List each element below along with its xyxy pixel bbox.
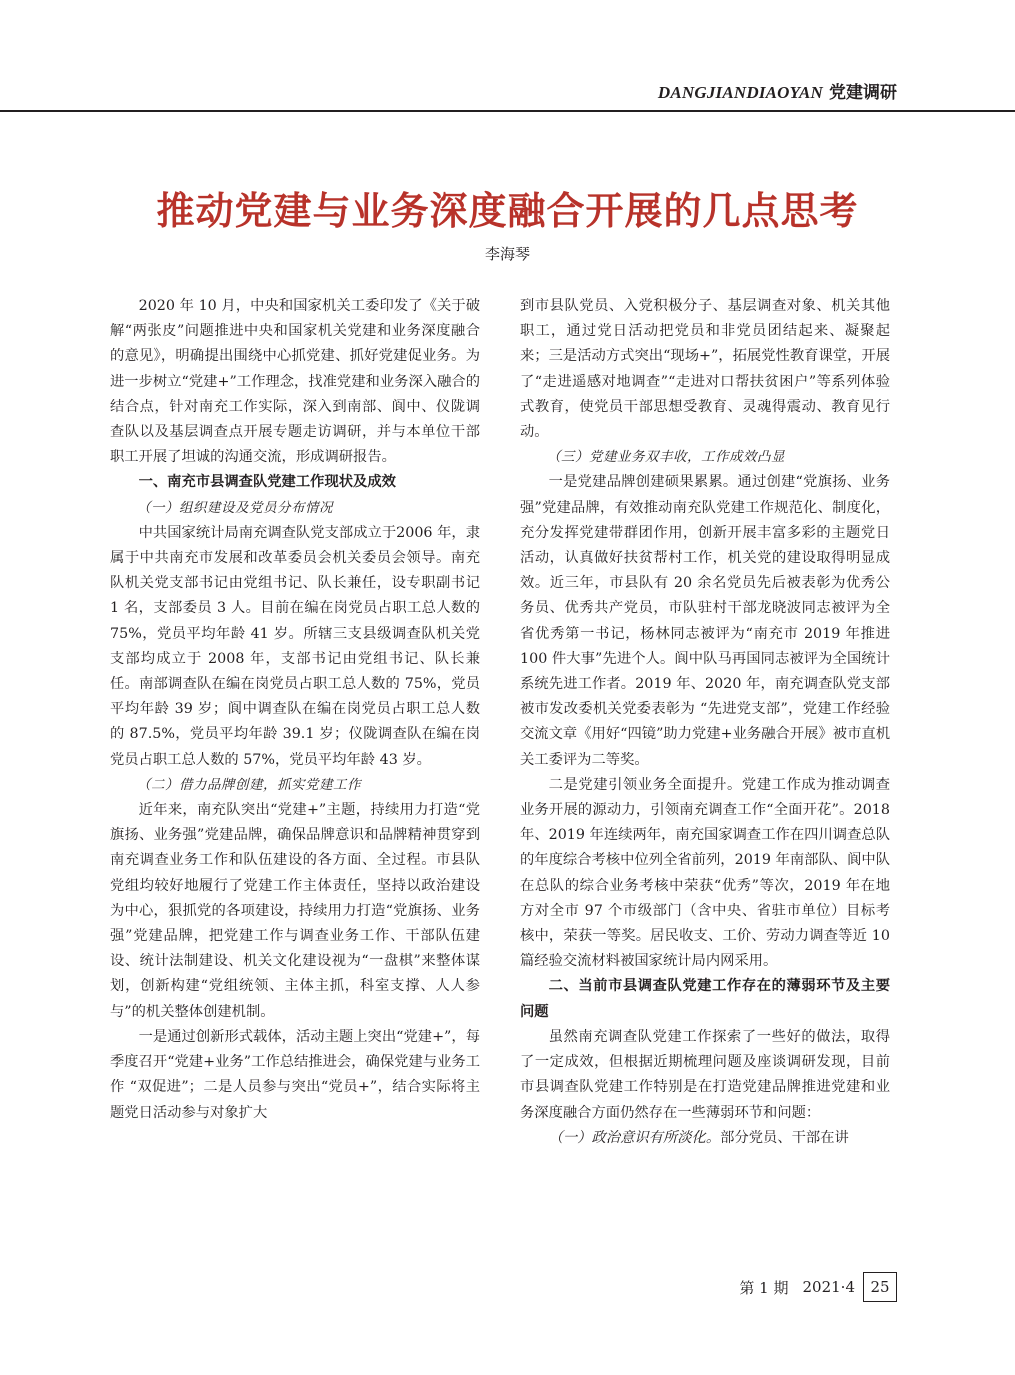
article-author: 李海琴 <box>484 245 530 263</box>
paragraph: 近年来，南充队突出“党建+”主题，持续用力打造“党旗扬、业务强”党建品牌，确保品牌意识和品牌精神贯穿到南充调查业务工作和队伍建设的各方面、全过程。市县队党组均较好地履行了党建工作主体责任，坚持以政治建设为中心，狠抓党的各项建设，持续用力打造“党旗扬、业务强”党建品牌，把党建工作与调查业务工作、干部队伍建设、统计法制建设、机关文化建设视为“一盘棋”来整体谋划，创新构建“党组统领、主体主抓，科室支撑、人人参与”的机关整体创建机制。 <box>110 802 480 1020</box>
paragraph: 二是党建引领业务全面提升。党建工作成为推动调查业务开展的源动力，引领南充调查工作“全面开花”。2018 年、2019 年连续两年，南充国家调查工作在四川调查总队的年度综合考核中位列全省前列，2019 年南部队、阆中队在总队的综合业务考核中荣获“优秀”等次，2019 年在地方对全市 97 个市级部门（含中央、省驻市单位）目标考核中，荣获一等奖。居民收支、工价、劳动力调查等近 10 篇经验交流材料被国家统计局内网采用。 <box>520 776 890 970</box>
subsection-heading: （三）党建业务双丰收，工作成效凸显 <box>547 449 785 466</box>
header-latin: DANGJIANDIAOYAN <box>657 83 823 102</box>
paragraph-lead: （一）政治意识有所淡化。 <box>548 1129 721 1146</box>
section-heading: 二、当前市县调查队党建工作存在的薄弱环节及主要问题 <box>520 978 890 1020</box>
issue-number: 第 1 期 <box>739 1278 789 1297</box>
page-footer <box>739 1272 897 1302</box>
running-header <box>0 78 897 108</box>
article-title: 推动党建与业务深度融合开展的几点思考 <box>156 189 859 233</box>
header-rule <box>0 110 1015 112</box>
paragraph: 到市县队党员、入党积极分子、基层调查对象、机关其他职工，通过党日活动把党员和非党员团结起来、凝聚起来；三是活动方式突出“现场+”，拓展党性教育课堂，开展了“走进遥感对地调查”“走进对口帮扶贫困户”等系列体验式教育，使党员干部思想受教育、灵魂得震动、教育见行动。 <box>520 298 890 441</box>
section-heading: 一、南充市县调查队党建工作现状及成效 <box>138 474 396 491</box>
paragraph: 一是通过创新形式载体，活动主题上突出“党建+”，每季度召开“党建+业务”工作总结推进会，确保党建与业务工作 “双促进”；二是人员参与突出“党员+”，结合实际将主题党日活动参与对象扩大 <box>110 1028 480 1121</box>
paragraph: 中共国家统计局南充调查队党支部成立于2006 年，隶属于中共南充市发展和改革委员会机关委员会领导。南充队机关党支部书记由党组书记、队长兼任，设专职副书记 1 名，支部委员 3 人。目前在编在岗党员占职工总人数的 75%，党员平均年龄 41 岁。所辖三支县级调查队机关党支部均成立于 2008 年，支部书记由党组书记、队长兼任。南部调查队在编在岗党员占职工总人数的 75%，党员平均年龄 39 岁；阆中调查队在编在岗党员占职工总人数的 87.5%，党员平均年龄 39.1 岁；仪陇调查队在编在岗党员占职工总人数的 57%，党员平均年龄 43 岁。 <box>110 524 480 768</box>
issue-date: 2021·4 <box>802 1278 855 1296</box>
paragraph: 2020 年 10 月，中央和国家机关工委印发了《关于破解“两张皮”问题推进中央和国家机关党建和业务深度融合的意见》，明确提出围绕中心抓党建、抓好党建促业务。为进一步树立“党建+”工作理念，找准党建和业务深入融合的结合点，针对南充工作实际，深入到南部、阆中、仪陇调查队以及基层调查点开展专题走访调研，并与本单位干部职工开展了坦诚的沟通交流，形成调研报告。 <box>110 298 480 466</box>
paragraph: 虽然南充调查队党建工作探索了一些好的做法，取得了一定成效，但根据近期梳理问题及座谈调研发现，目前市县调查队党建工作特别是在打造党建品牌推进党建和业务深度融合方面仍然存在一些薄弱环节和问题： <box>520 1028 890 1121</box>
paragraph <box>520 1126 890 1151</box>
header-section: 党建调研 <box>829 83 897 103</box>
paragraph-text: 部分党员、干部在讲 <box>720 1129 849 1146</box>
paragraph: 一是党建品牌创建硕果累累。通过创建“党旗扬、业务强”党建品牌，有效推动南充队党建工作规范化、制度化，充分发挥党建带群团作用，创新开展丰富多彩的主题党日活动，认真做好扶贫帮村工作，机关党的建设取得明显成效。近三年，市县队有 20 余名党员先后被表彰为优秀公务员、优秀共产党员，市队驻村干部龙晓波同志被评为全省优秀第一书记，杨林同志被评为“南充市 2019 年推进 100 件大事”先进个人。阆中队马再国同志被评为全国统计系统先进工作者。2019 年、2020 年，南充调查队党支部被市发改委机关党委表彰为 “先进党支部”，党建工作经验交流文章《用好“四镜”助力党建+业务融合开展》被市直机关工委评为二等奖。 <box>520 474 890 768</box>
subsection-heading: （一）组织建设及党员分布情况 <box>137 499 333 516</box>
subsection-heading: （二）借力品牌创建，抓实党建工作 <box>137 776 361 793</box>
left-column <box>110 294 480 1126</box>
right-column <box>520 294 890 1151</box>
page-number: 25 <box>863 1272 897 1302</box>
